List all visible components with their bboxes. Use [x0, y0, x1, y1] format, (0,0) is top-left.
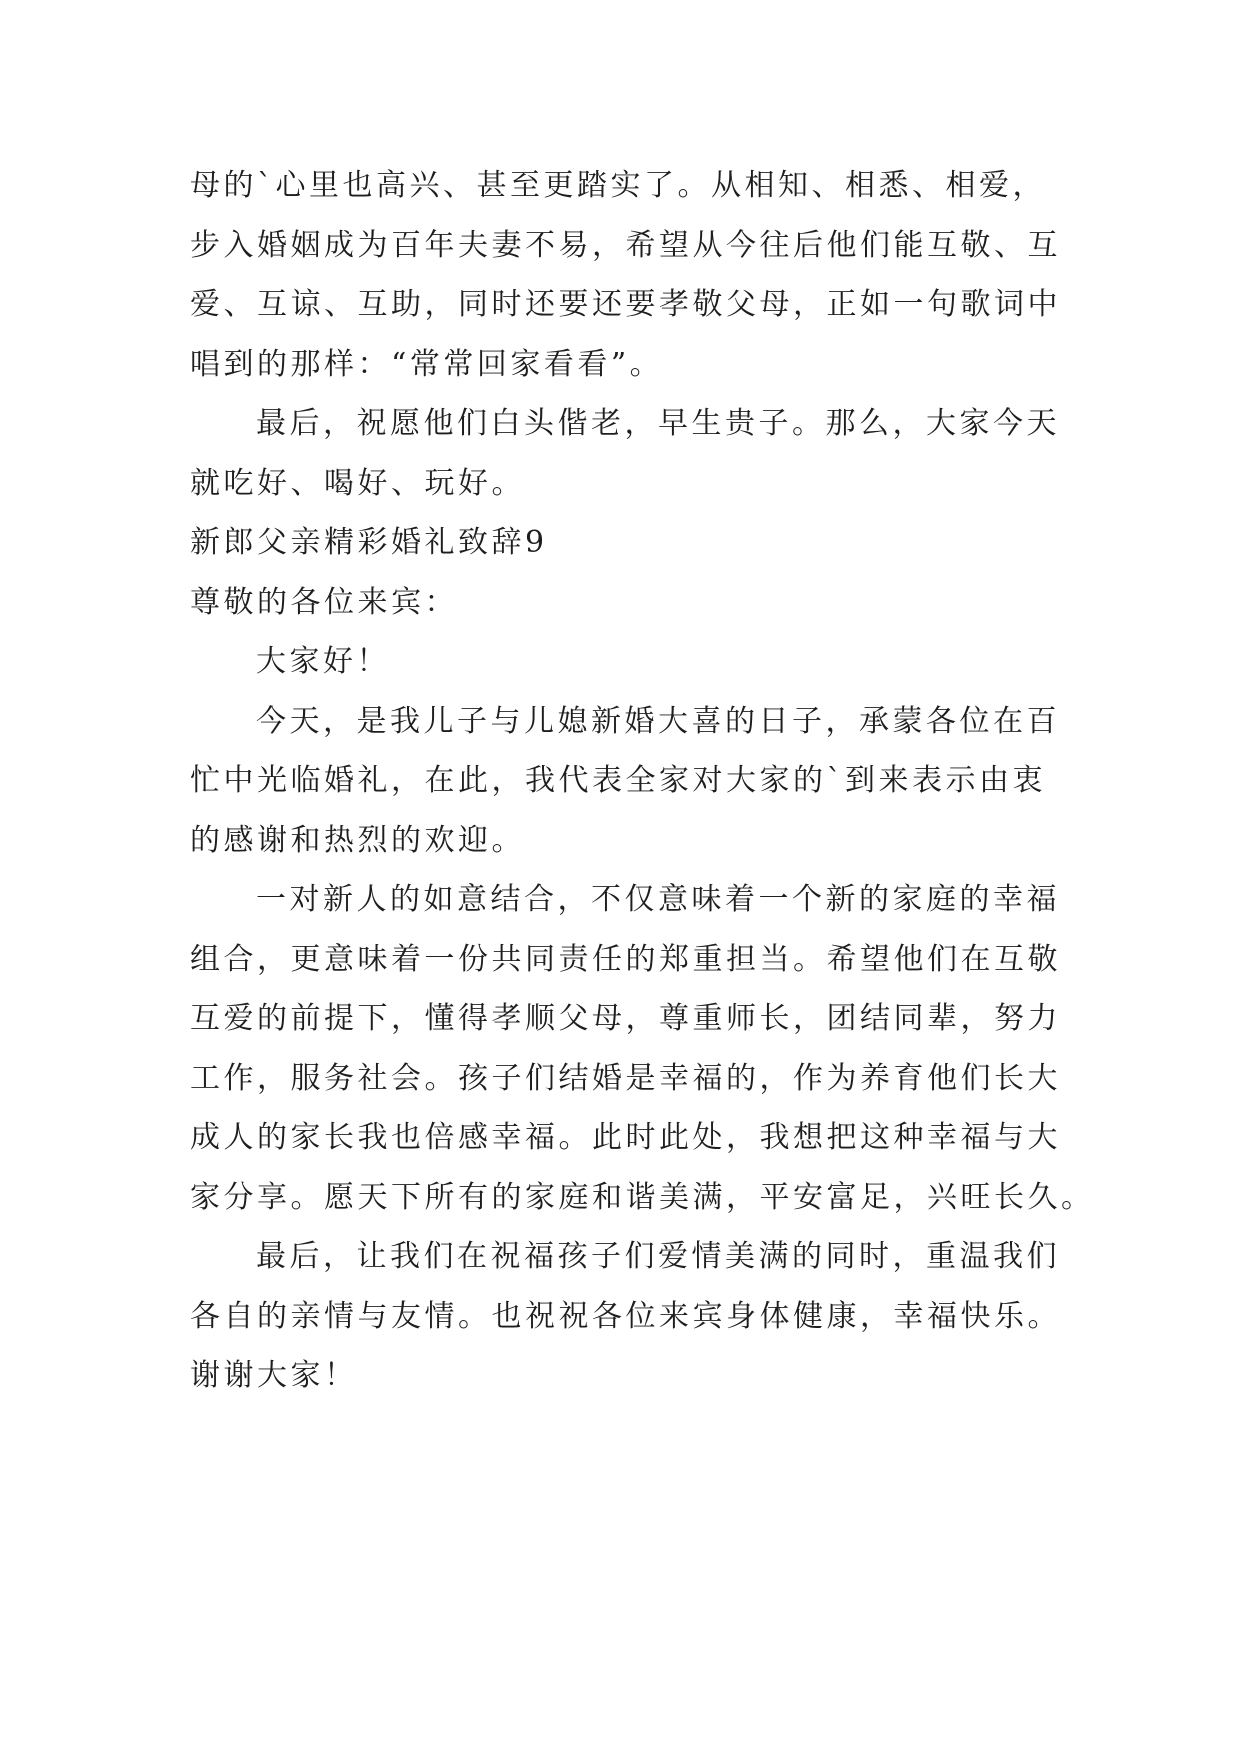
- salutation: 尊敬的各位来宾：: [190, 584, 458, 620]
- document-body: [190, 156, 1095, 1406]
- text-line: 的感谢和热烈的欢迎。: [190, 822, 525, 858]
- text-line: 工作，服务社会。孩子们结婚是幸福的，作为养育他们长大: [190, 1060, 1061, 1096]
- section-heading: 新郎父亲精彩婚礼致辞9: [190, 525, 548, 560]
- text-line: 今天，是我儿子与儿媳新婚大喜的日子，承蒙各位在百: [256, 703, 1060, 739]
- greeting: 大家好！: [256, 644, 390, 679]
- text-line: 家分享。愿天下所有的家庭和谐美满，平安富足，兴旺长久。: [190, 1179, 1095, 1215]
- text-line: 就吃好、喝好、玩好。: [190, 465, 525, 501]
- text-line: 最后，祝愿他们白头偕老，早生贵子。那么，大家今天: [256, 406, 1060, 441]
- closing-line: 谢谢大家！: [190, 1358, 358, 1393]
- text-line: 母的`心里也高兴、甚至更踏实了。从相知、相悉、相爱，: [190, 168, 1046, 203]
- text-line: 忙中光临婚礼，在此，我代表全家对大家的`到来表示由衷: [190, 763, 1046, 798]
- text-line: 各自的亲情与友情。也祝祝各位来宾身体健康，幸福快乐。: [190, 1298, 1061, 1334]
- text-line: 最后，让我们在祝福孩子们爱情美满的同时，重温我们: [256, 1239, 1060, 1274]
- text-line: 互爱的前提下，懂得孝顺父母，尊重师长，团结同辈，努力: [190, 1001, 1061, 1036]
- text-line: 步入婚姻成为百年夫妻不易，希望从今往后他们能互敬、互: [190, 227, 1061, 263]
- text-line: 唱到的那样：“常常回家看看”。: [190, 346, 664, 382]
- text-line: 爱、互谅、互助，同时还要还要孝敬父母，正如一句歌词中: [190, 287, 1061, 322]
- text-line: 一对新人的如意结合，不仅意味着一个新的家庭的幸福: [256, 882, 1060, 917]
- text-line: 组合，更意味着一份共同责任的郑重担当。希望他们在互敬: [190, 941, 1061, 977]
- text-line: 成人的家长我也倍感幸福。此时此处，我想把这种幸福与大: [190, 1120, 1061, 1155]
